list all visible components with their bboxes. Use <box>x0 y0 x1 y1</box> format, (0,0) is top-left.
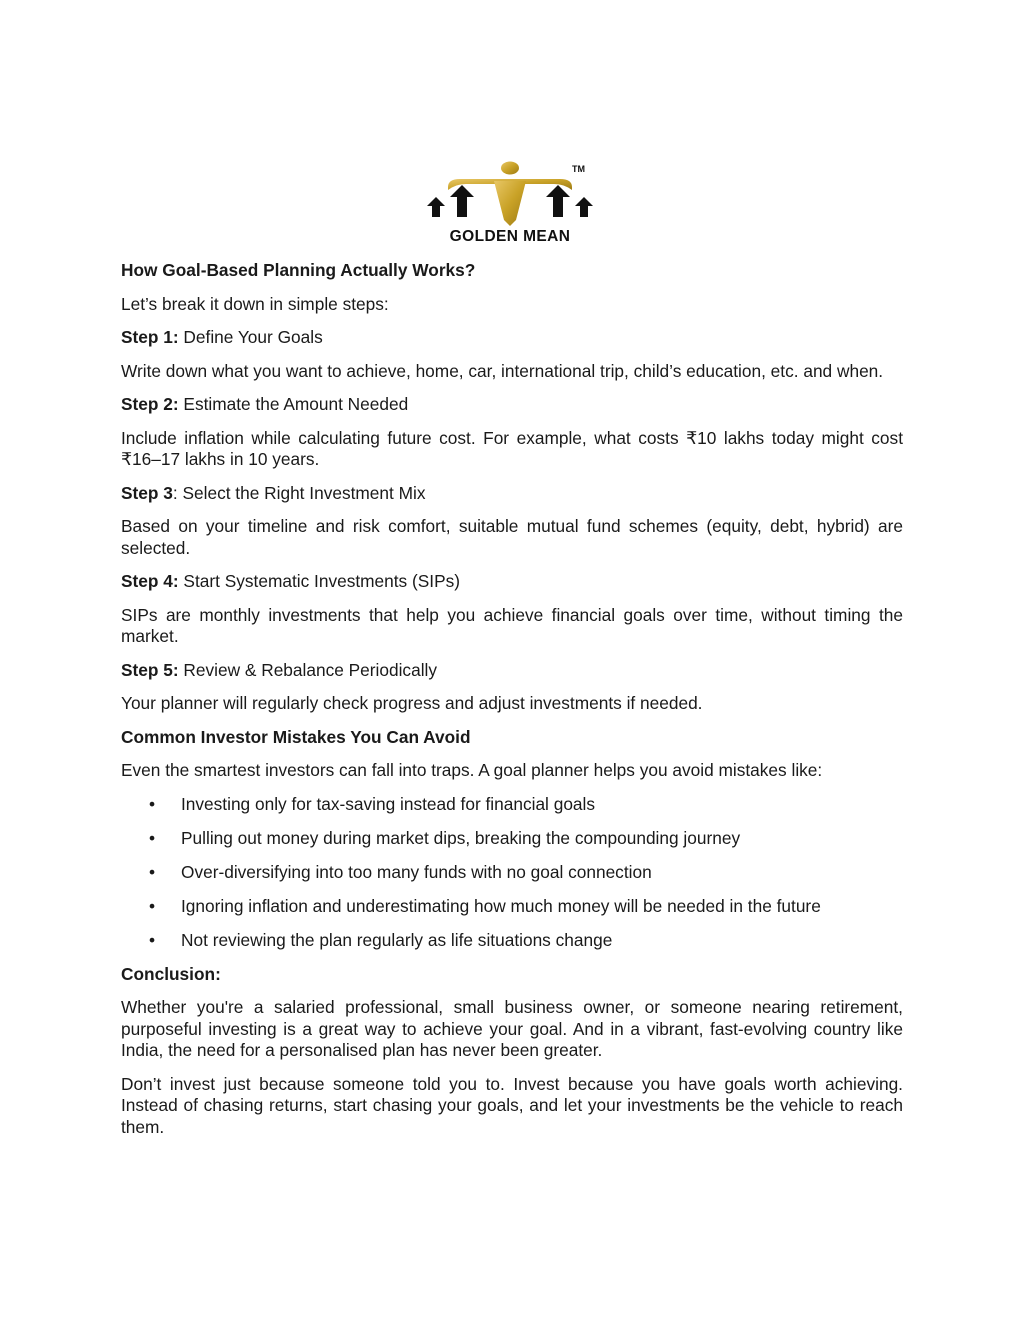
step-3-description: Based on your timeline and risk comfort, suitable mutual fund schemes (equity, debt, hybrid) are selected. <box>121 516 903 558</box>
list-item: • Ignoring inflation and underestimating how much money will be needed in the future <box>149 895 821 916</box>
list-item: • Not reviewing the plan regularly as life situations change <box>149 929 613 950</box>
bullet-icon: • <box>149 793 156 814</box>
step-2-description: Include inflation while calculating future cost. For example, what costs ₹10 lakhs today might cost ₹16–17 lakhs in 10 years. <box>121 427 903 469</box>
mistakes-list <box>121 794 903 952</box>
mistakes-intro: Even the smartest investors can fall into traps. A goal planner helps you avoid mistakes like: <box>121 760 823 780</box>
bullet-icon: • <box>149 861 156 882</box>
list-item: • Pulling out money during market dips, breaking the compounding journey <box>149 827 741 848</box>
golden-mean-logo <box>424 160 596 246</box>
step-4-description: SIPs are monthly investments that help you achieve financial goals over time, without timing the market. <box>121 604 903 646</box>
golden-mean-logo-icon <box>424 160 596 246</box>
list-item: • Investing only for tax-saving instead for financial goals <box>149 793 596 814</box>
step-2-title: Step 2: Estimate the Amount Needed <box>121 394 409 414</box>
conclusion-heading: Conclusion: <box>121 963 221 984</box>
logo-wordmark: GOLDEN MEAN <box>449 228 571 245</box>
bullet-icon: • <box>149 929 156 950</box>
bullet-icon: • <box>149 895 156 916</box>
step-5-title: Step 5: Review & Rebalance Periodically <box>121 659 438 680</box>
mistakes-heading: Common Investor Mistakes You Can Avoid <box>121 726 471 747</box>
step-1-description: Write down what you want to achieve, home, car, international trip, child’s education, etc. and when. <box>121 360 884 381</box>
step-4-title: Step 4: Start Systematic Investments (SIPs) <box>121 571 461 591</box>
bullet-icon: • <box>149 827 156 848</box>
step-5-description: Your planner will regularly check progress and adjust investments if needed. <box>121 693 703 713</box>
article-body <box>121 260 903 1150</box>
list-item: • Over-diversifying into too many funds with no goal connection <box>149 861 652 882</box>
step-3-title: Step 3: Select the Right Investment Mix <box>121 482 426 503</box>
intro-text: Let’s break it down in simple steps: <box>121 293 389 314</box>
trademark-mark: TM <box>572 164 585 174</box>
conclusion-paragraph: Whether you're a salaried professional, small business owner, or someone nearing retirement, purposeful investing is a great way to achieve your goal. And in a vibrant, fast-evolving country like India, the need for a personalised plan has never been greater. <box>121 997 903 1060</box>
section-heading: How Goal-Based Planning Actually Works? <box>121 260 476 280</box>
conclusion-paragraph: Don’t invest just because someone told you to. Invest because you have goals worth achieving. Instead of chasing returns, start chasing your goals, and let your investments be the vehicle to reach them. <box>121 1073 903 1137</box>
step-1-title: Step 1: Define Your Goals <box>121 327 323 347</box>
